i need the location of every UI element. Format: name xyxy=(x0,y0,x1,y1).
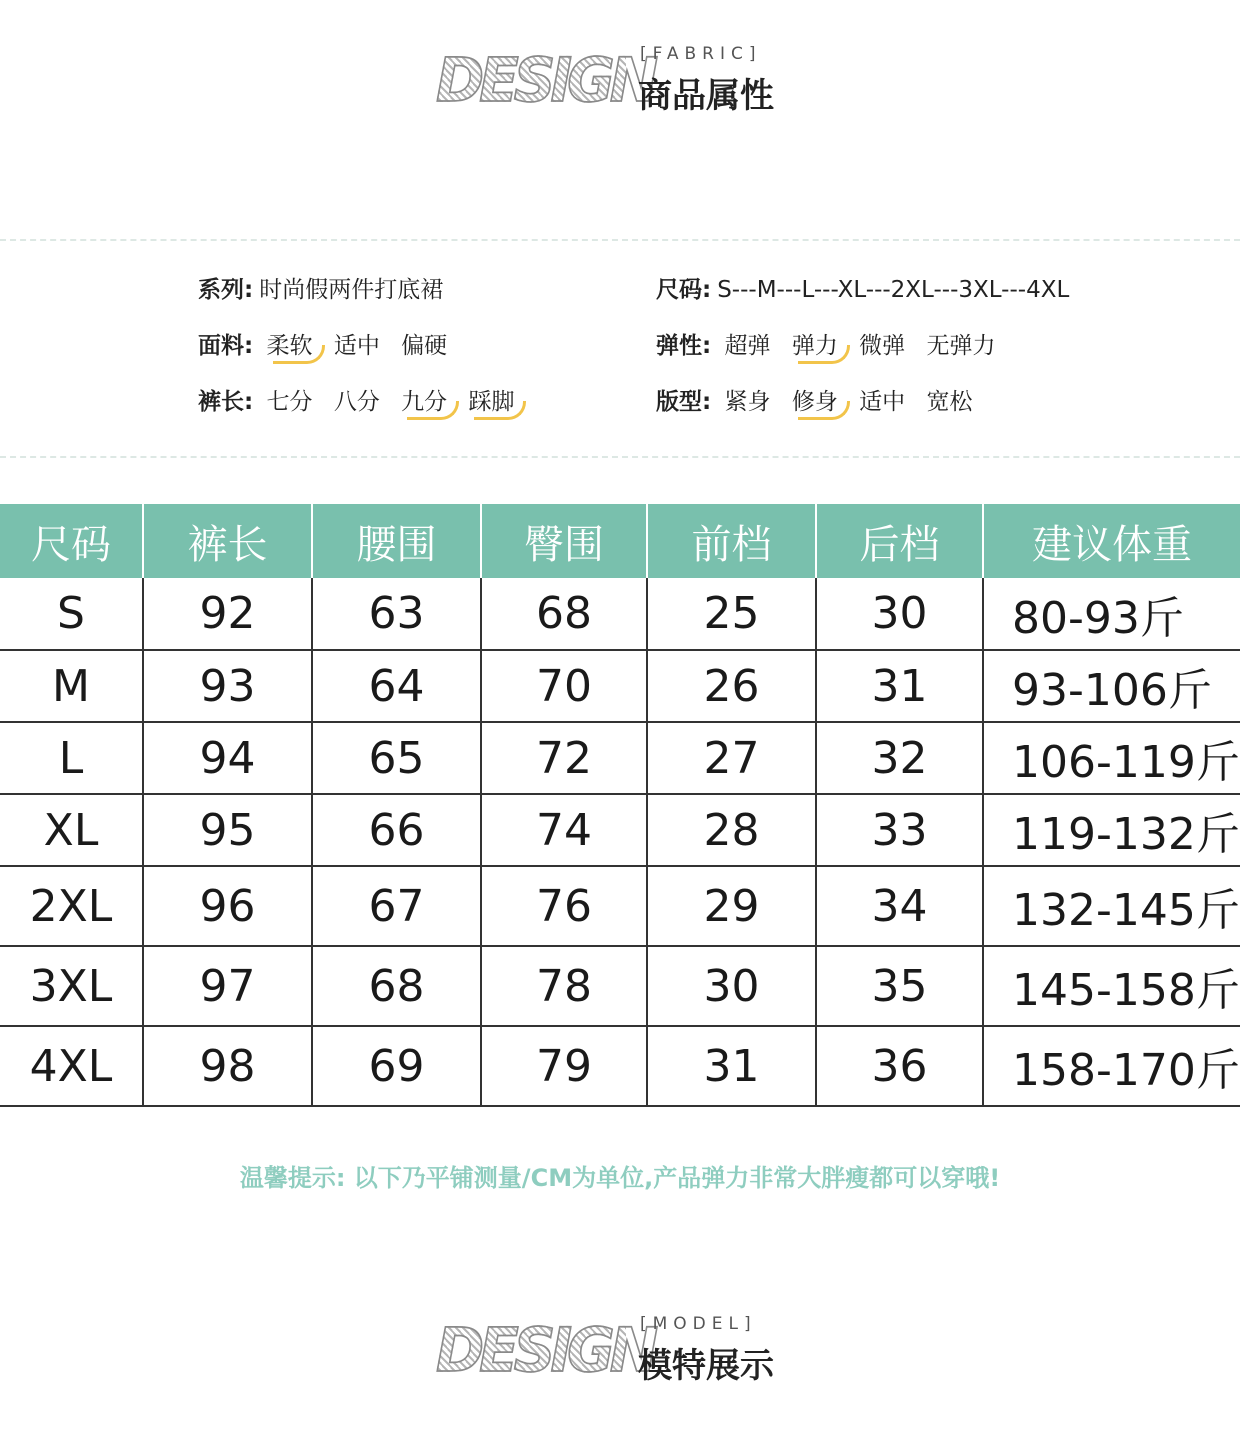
table-cell: 97 xyxy=(143,946,312,1026)
table-cell: 63 xyxy=(312,578,481,650)
table-cell: 106-119斤 xyxy=(983,722,1240,794)
column-header: 前档 xyxy=(647,504,816,578)
attr-value: 时尚假两件打底裙 xyxy=(259,277,444,303)
table-cell: 25 xyxy=(647,578,816,650)
table-cell: 76 xyxy=(481,866,647,946)
table-cell: 30 xyxy=(816,578,983,650)
option: 微弹 xyxy=(859,333,906,359)
option: 七分 xyxy=(266,389,313,415)
table-cell: 64 xyxy=(312,650,481,722)
table-cell: 96 xyxy=(143,866,312,946)
section-header-fabric xyxy=(0,42,1240,122)
divider xyxy=(0,239,1240,241)
option: 超弹 xyxy=(724,333,771,359)
table-cell: 72 xyxy=(481,722,647,794)
table-cell: 132-145斤 xyxy=(983,866,1240,946)
table-row xyxy=(0,866,1240,946)
size-cell: 4XL xyxy=(0,1026,143,1106)
attr-label: 面料: xyxy=(198,333,254,359)
section-subtitle-en: [FABRIC] xyxy=(640,44,762,64)
section-subtitle-en: [MODEL] xyxy=(640,1314,757,1334)
table-row xyxy=(0,794,1240,866)
option: 宽松 xyxy=(926,389,973,415)
table-row xyxy=(0,578,1240,650)
section-title: 商品属性 xyxy=(638,76,774,116)
option: 紧身 xyxy=(724,389,771,415)
attr-fabric xyxy=(198,326,461,366)
table-cell: 68 xyxy=(481,578,647,650)
table-cell: 74 xyxy=(481,794,647,866)
attr-label: 系列: xyxy=(198,277,254,303)
table-cell: 93 xyxy=(143,650,312,722)
option: 适中 xyxy=(859,389,906,415)
attr-elasticity xyxy=(656,326,1009,366)
option-selected: 柔软 xyxy=(267,326,313,366)
table-row xyxy=(0,722,1240,794)
table-cell: 93-106斤 xyxy=(983,650,1240,722)
size-cell: M xyxy=(0,650,143,722)
attr-label: 弹性: xyxy=(656,333,712,359)
option: 适中 xyxy=(333,333,380,359)
size-chart-table xyxy=(0,504,1240,1107)
table-cell: 36 xyxy=(816,1026,983,1106)
table-cell: 34 xyxy=(816,866,983,946)
table-cell: 66 xyxy=(312,794,481,866)
table-cell: 94 xyxy=(143,722,312,794)
size-cell: L xyxy=(0,722,143,794)
column-header: 后档 xyxy=(816,504,983,578)
attr-label: 尺码: xyxy=(656,277,712,303)
attr-fit xyxy=(656,382,986,422)
table-cell: 119-132斤 xyxy=(983,794,1240,866)
table-cell: 80-93斤 xyxy=(983,578,1240,650)
table-cell: 70 xyxy=(481,650,647,722)
table-row xyxy=(0,1026,1240,1106)
table-cell: 68 xyxy=(312,946,481,1026)
table-cell: 92 xyxy=(143,578,312,650)
table-cell: 31 xyxy=(816,650,983,722)
table-row xyxy=(0,946,1240,1026)
table-cell: 27 xyxy=(647,722,816,794)
table-cell: 158-170斤 xyxy=(983,1026,1240,1106)
table-cell: 32 xyxy=(816,722,983,794)
column-header: 尺码 xyxy=(0,504,143,578)
table-cell: 31 xyxy=(647,1026,816,1106)
table-cell: 98 xyxy=(143,1026,312,1106)
table-cell: 145-158斤 xyxy=(983,946,1240,1026)
table-cell: 78 xyxy=(481,946,647,1026)
table-cell: 28 xyxy=(647,794,816,866)
option: 无弹力 xyxy=(926,333,996,359)
attr-label: 版型: xyxy=(656,389,712,415)
column-header: 裤长 xyxy=(143,504,312,578)
option-selected: 修身 xyxy=(792,382,838,422)
tip-note: 温馨提示: 以下乃平铺测量/CM为单位,产品弹力非常大胖瘦都可以穿哦! xyxy=(239,1164,1001,1192)
table-header-row xyxy=(0,504,1240,578)
table-cell: 95 xyxy=(143,794,312,866)
size-cell: XL xyxy=(0,794,143,866)
design-logo: DESIGN xyxy=(436,1310,626,1390)
option: 偏硬 xyxy=(401,333,448,359)
section-header-model xyxy=(0,1312,1240,1392)
product-attributes xyxy=(0,270,1240,430)
option: 八分 xyxy=(333,389,380,415)
option-selected: 弹力 xyxy=(792,326,838,366)
divider xyxy=(0,456,1240,458)
table-cell: 29 xyxy=(647,866,816,946)
column-header: 臀围 xyxy=(481,504,647,578)
table-cell: 65 xyxy=(312,722,481,794)
column-header: 腰围 xyxy=(312,504,481,578)
attr-value: S---M---L---XL---2XL---3XL---4XL xyxy=(717,277,1070,303)
size-cell: 2XL xyxy=(0,866,143,946)
table-cell: 35 xyxy=(816,946,983,1026)
column-header: 建议体重 xyxy=(983,504,1240,578)
table-cell: 26 xyxy=(647,650,816,722)
table-row xyxy=(0,650,1240,722)
table-cell: 69 xyxy=(312,1026,481,1106)
table-cell: 67 xyxy=(312,866,481,946)
table-cell: 33 xyxy=(816,794,983,866)
size-cell: 3XL xyxy=(0,946,143,1026)
attr-length xyxy=(198,382,528,422)
design-logo: DESIGN xyxy=(436,40,626,120)
attr-label: 裤长: xyxy=(198,389,254,415)
attr-size xyxy=(656,270,1069,310)
section-title: 模特展示 xyxy=(638,1346,774,1386)
attr-series xyxy=(198,270,443,310)
table-cell: 79 xyxy=(481,1026,647,1106)
size-cell: S xyxy=(0,578,143,650)
table-cell: 30 xyxy=(647,946,816,1026)
option-selected: 踩脚 xyxy=(468,382,514,422)
option-selected: 九分 xyxy=(401,382,447,422)
